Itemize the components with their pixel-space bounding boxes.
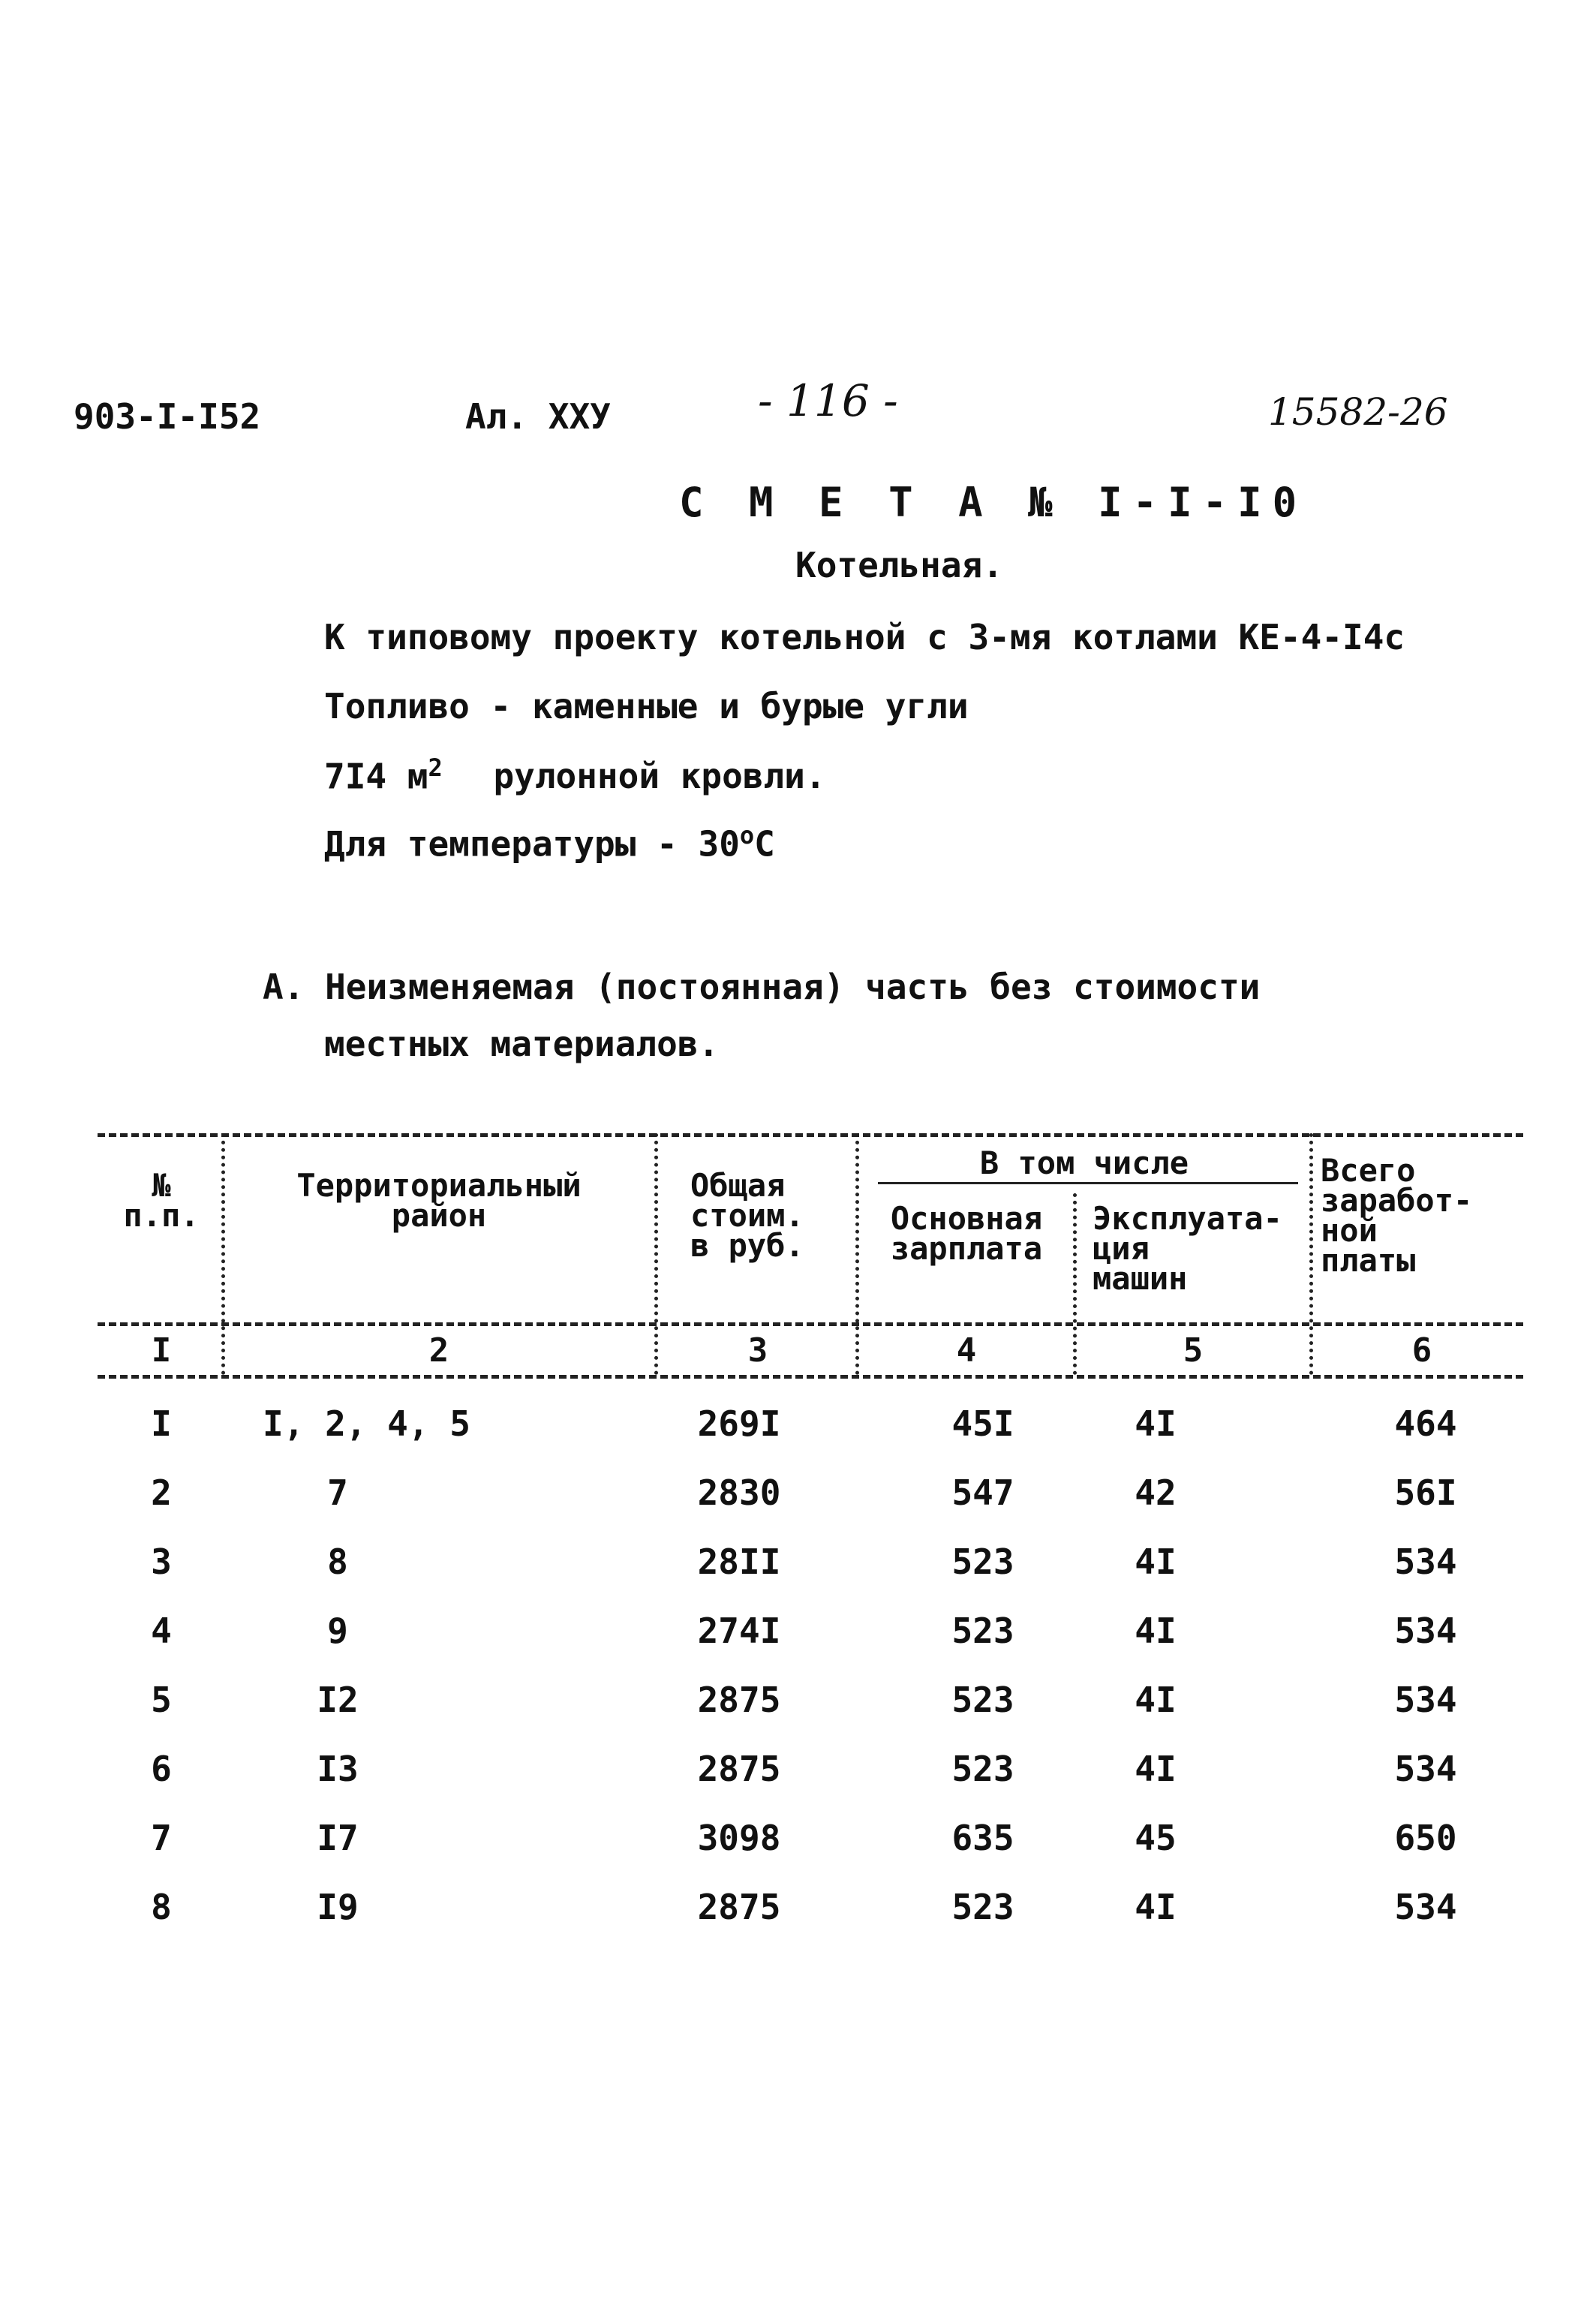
row-number: 2 (151, 1472, 172, 1513)
section-heading-line2: местных материалов. (324, 1024, 720, 1064)
row-number: 7 (151, 1818, 172, 1858)
row-salary: 45I (951, 1403, 1014, 1444)
header-base-salary: Основная зарплата (890, 1200, 1043, 1267)
col-divider-2 (654, 1133, 658, 1375)
row-salary: 547 (951, 1472, 1014, 1513)
fuel-description: Топливо - каменные и бурые угли (324, 686, 969, 726)
row-wages: 56I (1394, 1472, 1457, 1513)
document-code: 903-I-I52 (74, 396, 261, 437)
colnum-1: I (151, 1331, 172, 1370)
row-wages: 464 (1394, 1403, 1457, 1444)
colnum-2: 2 (428, 1331, 449, 1370)
row-total: 28II (697, 1542, 781, 1582)
header-region: Территориальный район (296, 1167, 582, 1234)
roof-area-text: рулонной кровли. (493, 756, 826, 797)
colnum-5: 5 (1183, 1331, 1204, 1370)
row-machines: 45 (1135, 1818, 1177, 1858)
roof-area-sup: 2 (428, 753, 443, 782)
row-wages: 534 (1394, 1611, 1457, 1651)
colnum-4: 4 (956, 1331, 977, 1370)
row-machines: 42 (1135, 1472, 1177, 1513)
row-region: 8 (327, 1542, 348, 1582)
row-wages: 534 (1394, 1680, 1457, 1720)
row-salary: 523 (951, 1542, 1014, 1582)
row-total: 3098 (697, 1818, 781, 1858)
row-number: 8 (151, 1887, 172, 1927)
row-machines: 4I (1135, 1403, 1177, 1444)
row-total: 269I (697, 1403, 781, 1444)
row-salary: 635 (951, 1818, 1014, 1858)
row-region: I7 (317, 1818, 359, 1858)
row-number: 6 (151, 1749, 172, 1789)
object-name: Котельная. (795, 545, 1003, 585)
row-salary: 523 (951, 1887, 1014, 1927)
row-salary: 523 (951, 1680, 1014, 1720)
temperature-unit: С (754, 823, 775, 865)
table-row (0, 1472, 1596, 1540)
table-row (0, 1403, 1596, 1471)
page-number: - 116 - (758, 375, 898, 426)
header-group-including: В том числе (979, 1144, 1189, 1181)
row-machines: 4I (1135, 1749, 1177, 1789)
row-machines: 4I (1135, 1542, 1177, 1582)
section-heading-line1: А. Неизменяемая (постоянная) часть без стоимости (263, 967, 1261, 1007)
row-number: 5 (151, 1680, 172, 1720)
row-region: I3 (317, 1749, 359, 1789)
col-divider-4 (1073, 1193, 1077, 1375)
row-wages: 650 (1394, 1818, 1457, 1858)
row-machines: 4I (1135, 1887, 1177, 1927)
row-total: 2875 (697, 1680, 781, 1720)
temperature-text: Для температуры - 30 (324, 823, 740, 865)
row-wages: 534 (1394, 1887, 1457, 1927)
row-number: 3 (151, 1542, 172, 1582)
roof-area-value: 7I4 м (324, 756, 428, 797)
row-salary: 523 (951, 1749, 1014, 1789)
row-total: 274I (697, 1611, 781, 1651)
row-number: I (151, 1403, 172, 1444)
header-machine-operation: Эксплуата- ция машин (1093, 1200, 1282, 1297)
row-total: 2875 (697, 1887, 781, 1927)
header-number: № п.п. (123, 1167, 200, 1234)
row-region: I2 (317, 1680, 359, 1720)
row-machines: 4I (1135, 1680, 1177, 1720)
row-salary: 523 (951, 1611, 1014, 1651)
estimate-title: С М Е Т А № I-I-I0 (679, 479, 1308, 526)
inventory-number: 15582-26 (1268, 390, 1448, 434)
group-underline (878, 1182, 1298, 1184)
album-number: Ал. XXУ (465, 396, 611, 437)
row-machines: 4I (1135, 1611, 1177, 1651)
temperature-line (324, 821, 775, 864)
row-total: 2875 (697, 1749, 781, 1789)
colnum-3: 3 (747, 1331, 768, 1370)
colnum-6: 6 (1411, 1331, 1432, 1370)
project-description: К типовому проекту котельной с 3-мя котлами КЕ-4-I4с (324, 617, 1405, 657)
row-total: 2830 (697, 1472, 781, 1513)
roof-area (324, 753, 826, 796)
row-region: I, 2, 4, 5 (263, 1403, 470, 1444)
row-region: 9 (327, 1611, 348, 1651)
table-row (0, 1542, 1596, 1609)
table-row (0, 1611, 1596, 1678)
row-region: I9 (317, 1887, 359, 1927)
table-row (0, 1680, 1596, 1747)
table-row (0, 1749, 1596, 1816)
temperature-degree: о (739, 821, 755, 850)
table-row (0, 1818, 1596, 1885)
row-region: 7 (327, 1472, 348, 1513)
row-wages: 534 (1394, 1542, 1457, 1582)
colnum-separator (98, 1375, 1523, 1379)
table-row (0, 1887, 1596, 1954)
row-number: 4 (151, 1611, 172, 1651)
header-total-wages: Всего заработ- ной платы (1321, 1152, 1473, 1279)
row-wages: 534 (1394, 1749, 1457, 1789)
header-total-cost: Общая стоим. в руб. (690, 1167, 804, 1264)
